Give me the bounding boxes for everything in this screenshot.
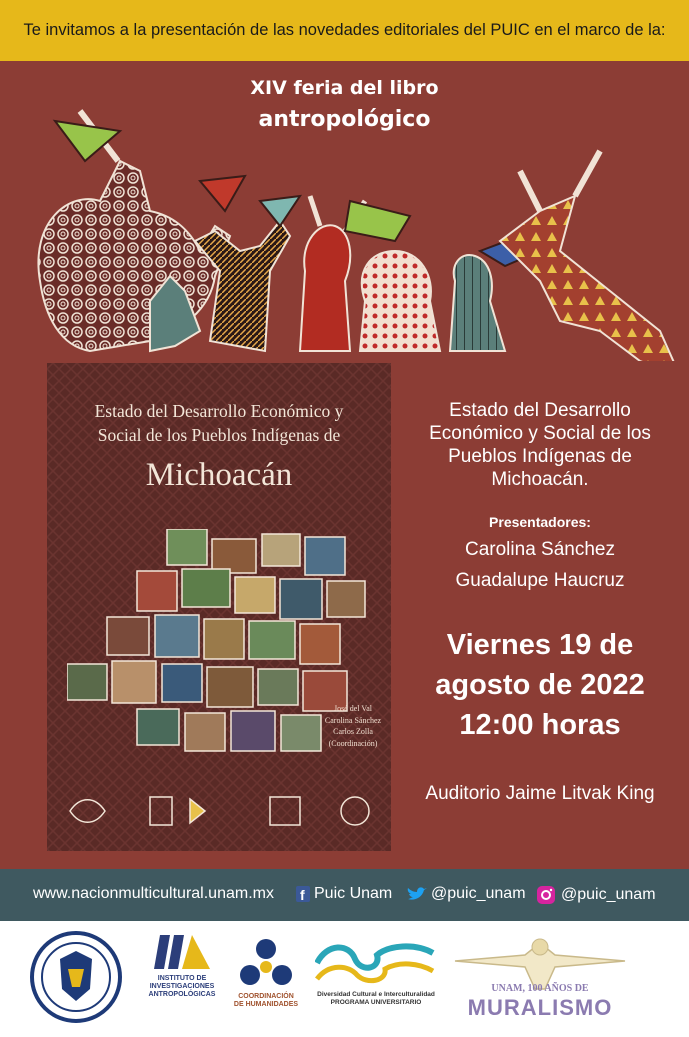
presenter-2: Guadalupe Haucruz [455, 570, 625, 591]
instagram-link[interactable]: @puic_unam [536, 885, 656, 905]
poster-body [0, 61, 689, 869]
cover-main-title: Michoacán [145, 457, 293, 493]
iia-icon [152, 929, 212, 975]
invitation-bar [0, 0, 689, 61]
fair-title-line1: XIV feria del libro [250, 77, 439, 99]
facebook-link[interactable]: f Puic Unam [296, 885, 392, 903]
invitation-text: Te invitamos a la presentación de las novedades editoriales del PUIC en el marco de la: [23, 21, 666, 39]
book-cover [47, 363, 391, 851]
puic-logo: Diversidad Cultural e Interculturalidad PROGRAMA UNIVERSITARIO [315, 939, 437, 1007]
muralismo-title: MURALISMO [467, 995, 613, 1020]
facebook-icon [296, 886, 310, 902]
puic-waves-icon [315, 939, 435, 991]
unam-seal-icon [28, 929, 124, 1025]
cover-institution-logos [65, 791, 385, 831]
svg-text:f: f [300, 887, 305, 902]
instagram-icon [536, 885, 556, 905]
sponsor-logos [0, 921, 689, 1037]
coordinacion-icon [236, 935, 296, 993]
twitter-icon [406, 885, 428, 903]
iia-logo: INSTITUTO DE INVESTIGACIONES ANTROPOLÓGICAS [137, 929, 227, 999]
book-title: Estado del Desarrollo Económico y Social de los Pueblos Indígenas de Michoacán. [429, 400, 651, 490]
event-venue: Auditorio Jaime Litvak King [425, 783, 655, 804]
cover-authors: José del Val Carolina Sánchez Carlos Zolla (Coordinación) [324, 704, 382, 748]
presenter-1: Carolina Sánchez [465, 539, 615, 560]
dancing-figures-illustration [0, 101, 689, 361]
muralismo-logo [445, 933, 635, 1029]
event-date: Viernes 19 de agosto de 2022 12:00 horas [435, 629, 645, 741]
coordinacion-humanidades-logo: COORDINACIÓN DE HUMANIDADES [230, 935, 302, 1009]
social-bar [0, 869, 689, 921]
cover-title: Estado del Desarrollo Económico y Social de los Pueblos Indígenas de [94, 401, 344, 445]
website-link[interactable]: www.nacionmulticultural.unam.mx [33, 885, 274, 902]
fair-title-line2: antropológico [258, 107, 431, 132]
twitter-link[interactable]: @puic_unam [406, 885, 526, 903]
muralismo-subtitle: UNAM, 100 AÑOS DE [491, 983, 589, 994]
presenters-label: Presentadores: [489, 514, 591, 530]
